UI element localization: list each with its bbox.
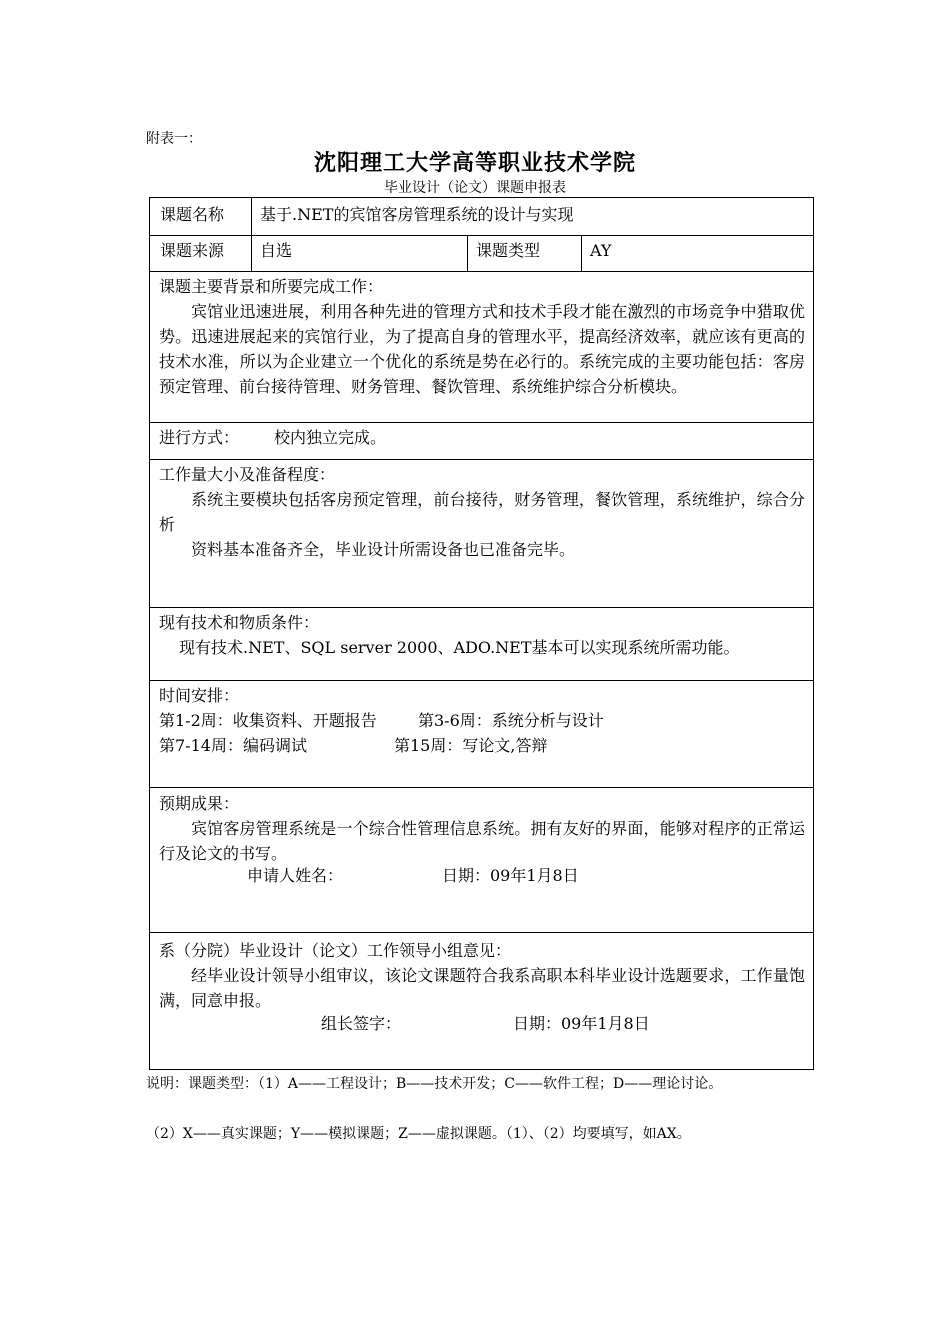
topic-source-value: 自选 bbox=[260, 241, 293, 260]
results-text: 宾馆客房管理系统是一个综合性管理信息系统。拥有友好的界面，能够对程序的正常运行及论文的书写。 bbox=[159, 819, 805, 863]
footnote-source-explanation: （2）X——真实课题；Y——模拟课题；Z——虚拟课题。（1）、（2）均要填写，如AX。 bbox=[146, 1126, 691, 1142]
schedule-heading: 时间安排： bbox=[159, 686, 240, 705]
schedule-item: 第1-2周：收集资料、开题报告 bbox=[159, 711, 377, 730]
school-title: 沈阳理工大学高等职业技术学院 bbox=[313, 150, 636, 176]
topic-type-label: 课题类型 bbox=[476, 241, 541, 260]
row-divider bbox=[150, 607, 813, 608]
topic-source-label: 课题来源 bbox=[160, 241, 225, 260]
column-divider bbox=[581, 235, 582, 271]
background-text: 宾馆业迅速进展，利用各种先进的管理方式和技术手段才能在激烈的市场竞争中猎取优势。迅速进展起来的宾馆行业，为了提高自身的管理水平，提高经济效率，就应该有更高的技术水准，所以为企业建立一个优化的系统是势在必行的。系统完成的主要功能包括：客房预定管理、前台接待管理、财务管理、餐饮管理、系统维护综合分析模块。 bbox=[159, 302, 805, 396]
column-divider bbox=[251, 198, 252, 271]
approval-date: 日期：09年1月8日 bbox=[513, 1014, 650, 1033]
topic-name-value: 基于.NET的宾馆客房管理系统的设计与实现 bbox=[260, 205, 574, 224]
workload-preparation-text: 资料基本准备齐全，毕业设计所需设备也已准备完毕。 bbox=[191, 540, 576, 559]
applicant-name-label: 申请人姓名： bbox=[247, 866, 344, 885]
row-divider bbox=[150, 459, 813, 460]
footnote-type-explanation: 说明：课题类型：（1）A——工程设计；B——技术开发；C——软件工程；D——理论讨论。 bbox=[146, 1076, 723, 1092]
method-label: 进行方式： bbox=[159, 428, 240, 447]
background-heading: 课题主要背景和所要完成工作： bbox=[159, 277, 384, 296]
opinion-heading: 系（分院）毕业设计（论文）工作领导小组意见： bbox=[159, 941, 512, 960]
schedule-item: 第7-14周：编码调试 bbox=[159, 736, 307, 755]
row-divider bbox=[150, 680, 813, 681]
row-divider bbox=[150, 422, 813, 423]
conditions-text: 现有技术.NET、SQL server 2000、ADO.NET基本可以实现系统所需功能。 bbox=[179, 638, 740, 657]
opinion-text: 经毕业设计领导小组审议，该论文课题符合我系高职本科毕业设计选题要求，工作量饱满，同意申报。 bbox=[159, 966, 805, 1010]
topic-type-value: AY bbox=[590, 241, 612, 260]
row-divider bbox=[150, 932, 813, 933]
row-divider bbox=[150, 271, 813, 272]
workload-heading: 工作量大小及准备程度： bbox=[159, 465, 336, 484]
form-title: 毕业设计（论文）课题申报表 bbox=[384, 180, 566, 196]
topic-name-label: 课题名称 bbox=[160, 205, 225, 224]
column-divider bbox=[467, 235, 468, 271]
appendix-label: 附表一： bbox=[146, 131, 202, 147]
row-divider bbox=[150, 787, 813, 788]
row-divider bbox=[150, 235, 813, 236]
workload-text: 系统主要模块包括客房预定管理，前台接待，财务管理，餐饮管理，系统维护，综合分析 bbox=[159, 490, 805, 534]
schedule-item: 第3-6周：系统分析与设计 bbox=[418, 711, 604, 730]
results-heading: 预期成果： bbox=[159, 794, 240, 813]
schedule-item: 第15周：写论文,答辩 bbox=[394, 736, 548, 755]
conditions-heading: 现有技术和物质条件： bbox=[159, 613, 320, 632]
leader-signature-label: 组长签字： bbox=[321, 1014, 402, 1033]
application-date: 日期：09年1月8日 bbox=[442, 866, 579, 885]
application-form-table bbox=[149, 197, 814, 1070]
method-value: 校内独立完成。 bbox=[274, 428, 387, 447]
